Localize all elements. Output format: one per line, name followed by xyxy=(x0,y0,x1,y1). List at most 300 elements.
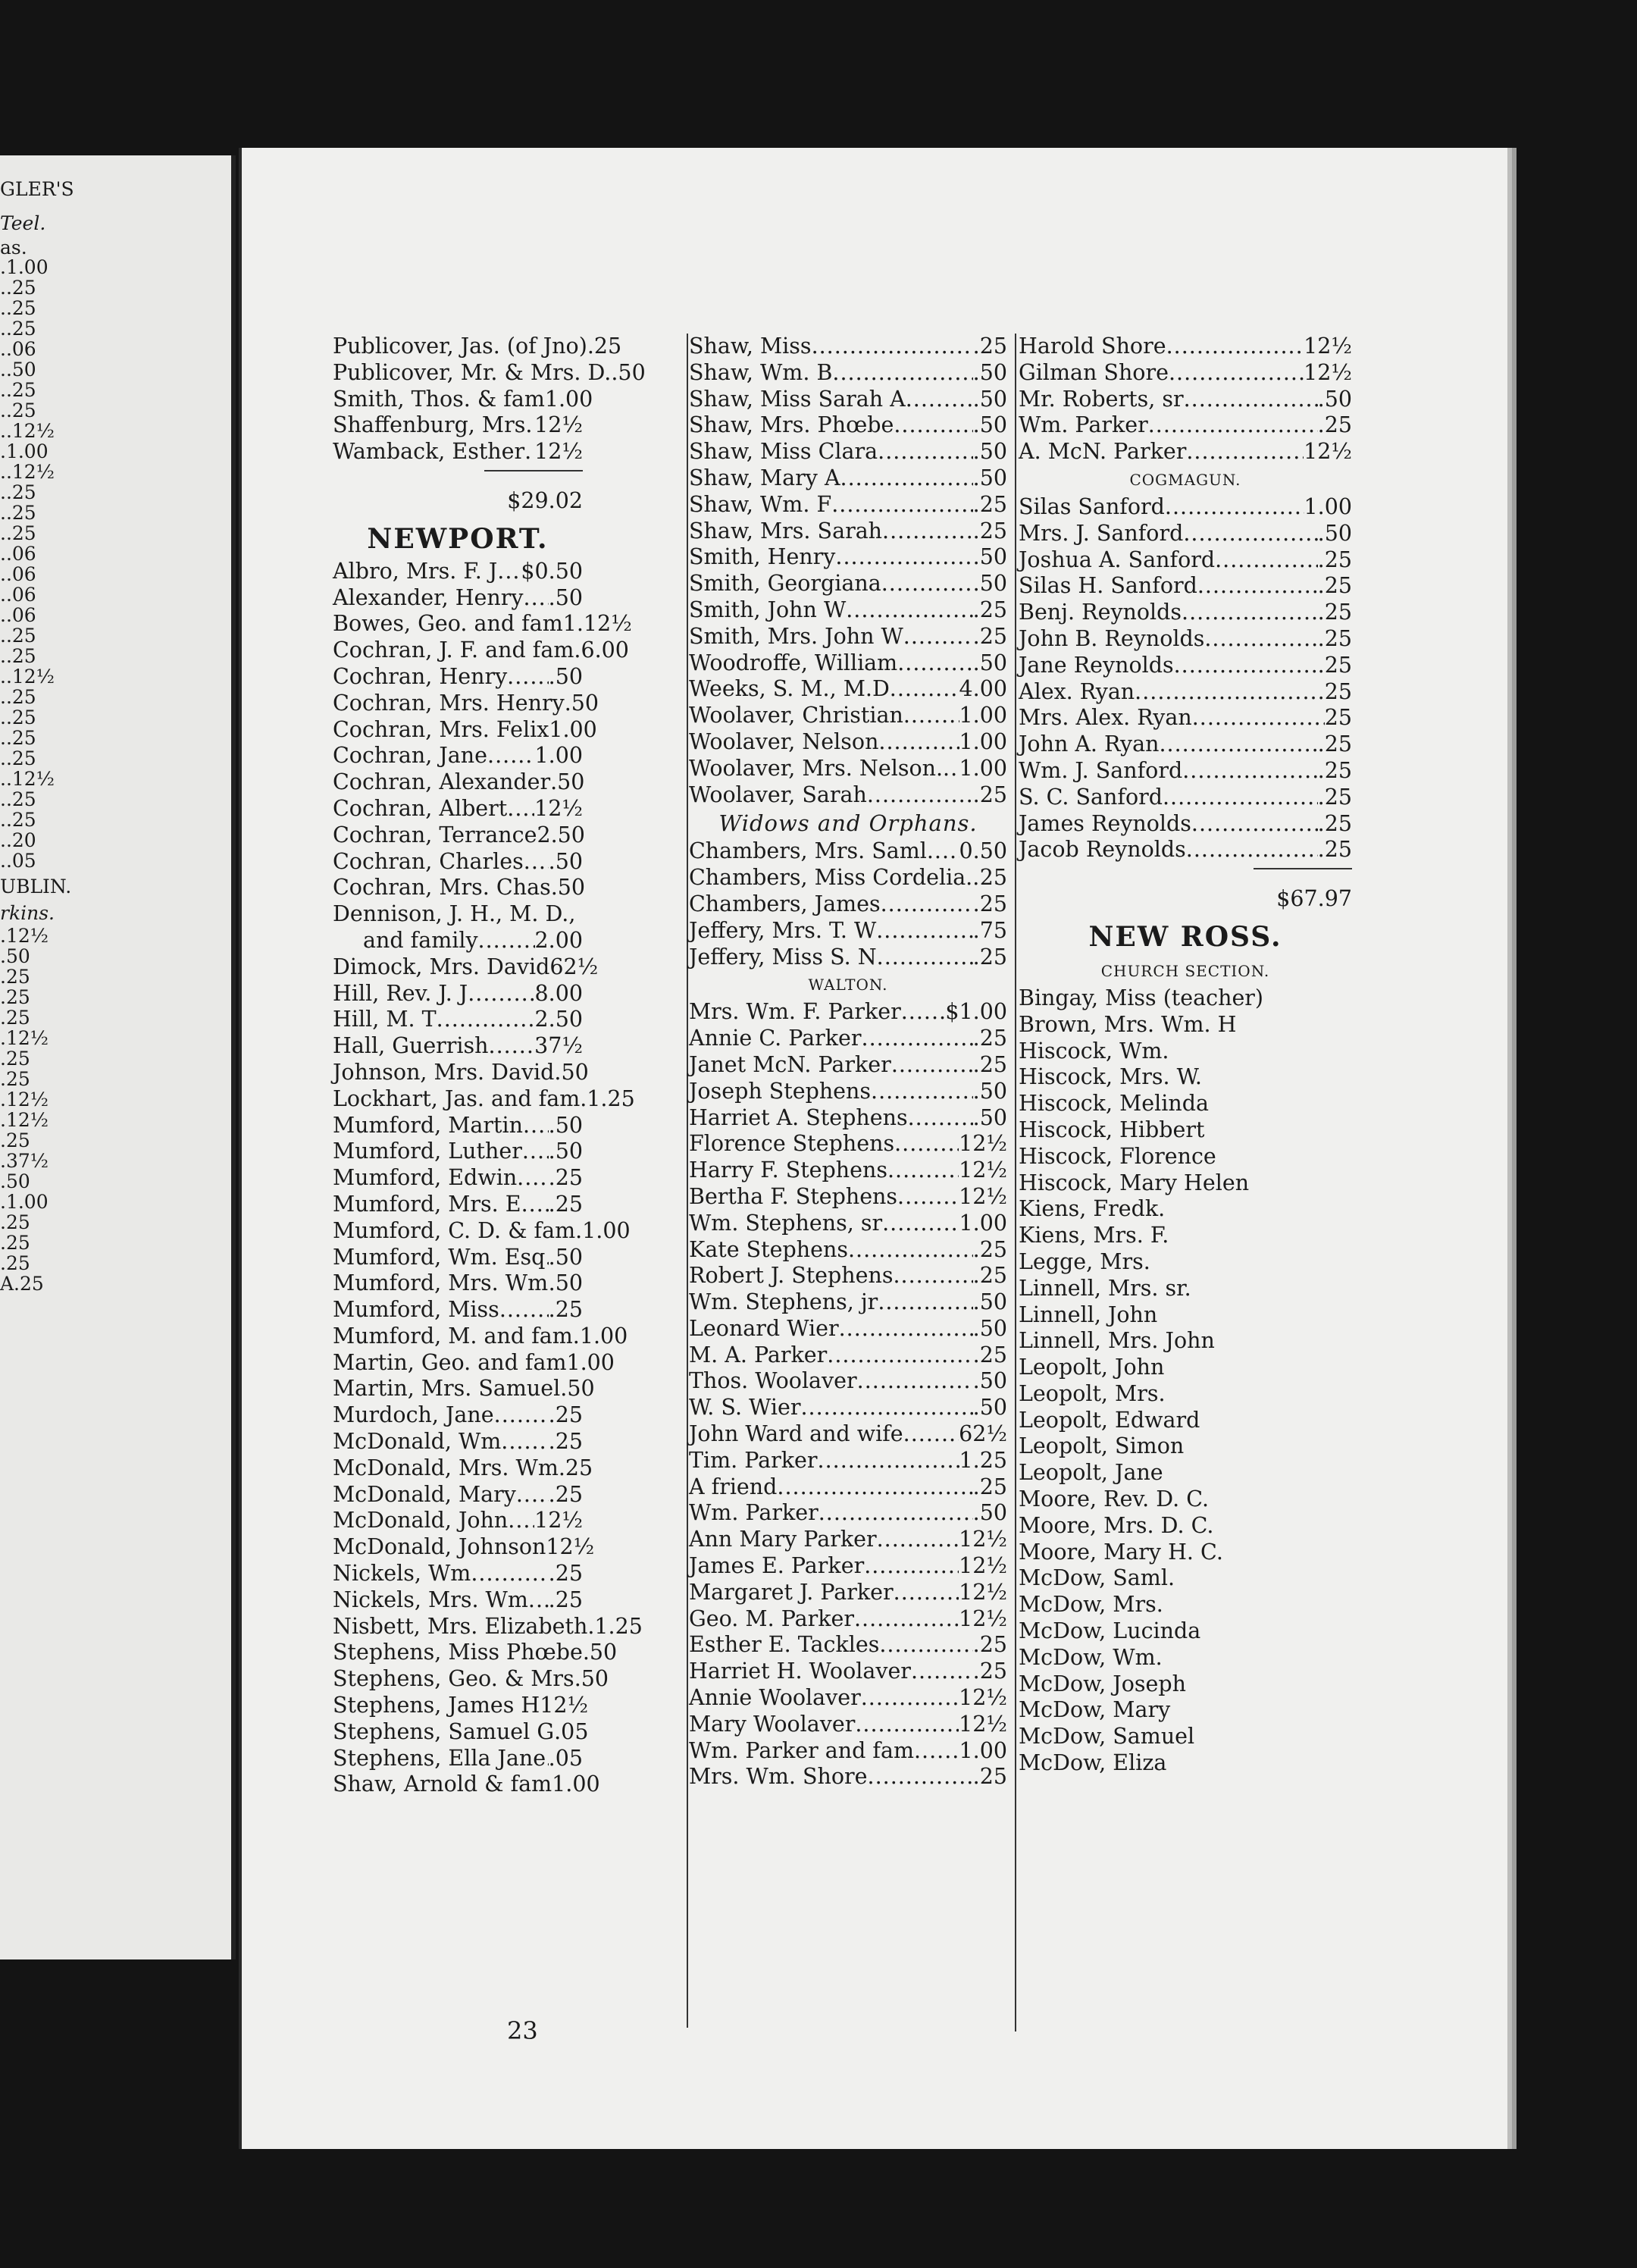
leader-dots xyxy=(861,1685,959,1712)
subscription-amount: 12½ xyxy=(534,795,583,821)
leader-dots xyxy=(1186,439,1304,465)
leader-dots xyxy=(835,544,972,571)
subscriber-name: Annie Woolaver xyxy=(689,1685,861,1711)
leader-dots xyxy=(437,1007,535,1033)
leader-dots xyxy=(878,439,973,465)
subscriber-name: Bingay, Miss (teacher) xyxy=(1019,985,1264,1010)
subscriber-name: Bertha F. Stephens xyxy=(689,1183,898,1209)
subscription-amount: 12½ xyxy=(959,1605,1007,1631)
subscriber-name: Mumford, Miss xyxy=(333,1297,499,1323)
subscriber-name: Chambers, Mrs. Saml xyxy=(689,838,927,864)
subscriber-row xyxy=(1019,1117,1352,1144)
subscriber-row xyxy=(689,782,1007,809)
subscriber-name: Jane Reynolds xyxy=(1019,652,1174,678)
subscription-amount: .50 xyxy=(972,1315,1007,1341)
leader-dots xyxy=(894,412,972,439)
left-fragment-item: ..06 xyxy=(0,543,36,565)
subscriber-name: M. A. Parker xyxy=(689,1342,828,1367)
subscription-amount: 62½ xyxy=(959,1421,1007,1447)
subscriber-name: McDonald, Mrs. Wm xyxy=(333,1455,559,1480)
subscriber-row xyxy=(333,664,583,691)
subscriber-name: Mumford, Martin xyxy=(333,1112,523,1138)
subscriber-row xyxy=(1019,705,1352,731)
left-fragment-item: .25 xyxy=(0,986,30,1008)
subscriber-name: Smith, Georgiana xyxy=(689,571,881,597)
left-fragment-item: UBLIN. xyxy=(0,876,72,897)
leader-dots xyxy=(871,1079,973,1105)
subscriber-row xyxy=(1019,653,1352,679)
leader-dots xyxy=(521,1192,549,1218)
subscriber-row xyxy=(689,492,1007,518)
subscriber-row xyxy=(1019,1091,1352,1117)
leader-dots xyxy=(882,518,973,545)
subscriber-row xyxy=(1019,758,1352,785)
subscriber-row xyxy=(333,1508,583,1534)
subscription-amount: 4.00 xyxy=(959,676,1007,702)
subscriber-name: Silas Sanford xyxy=(1019,493,1165,519)
leader-dots xyxy=(478,928,535,954)
leader-dots xyxy=(878,1289,972,1316)
leader-dots xyxy=(894,1580,959,1606)
subscriber-row xyxy=(689,1131,1007,1157)
subscriber-name: Alexander, Henry xyxy=(333,584,524,610)
subscriber-name: Kiens, Mrs. F. xyxy=(1019,1223,1169,1248)
subscriber-row xyxy=(1019,626,1352,653)
left-page-fragment xyxy=(0,155,236,1959)
subscriber-row xyxy=(333,875,586,901)
subscriber-row xyxy=(689,439,1007,465)
subscriber-name: Shaw, Mrs. Sarah xyxy=(689,518,883,544)
left-fragment-item: ..06 xyxy=(0,338,36,360)
leader-dots xyxy=(887,1157,959,1184)
leader-dots xyxy=(906,387,973,413)
subscriber-row xyxy=(689,518,1007,545)
left-fragment-item: ..25 xyxy=(0,297,36,319)
subscription-amount: .25 xyxy=(972,782,1007,807)
subscription-amount: .25 xyxy=(1317,547,1352,572)
subscriber-name: Joseph Stephens xyxy=(689,1078,872,1104)
subscription-amount: 1.00 xyxy=(549,716,597,742)
left-fragment-item: ..12½ xyxy=(0,420,55,442)
leader-dots xyxy=(524,439,534,465)
leader-dots xyxy=(524,585,549,612)
subscriber-name: Shaffenburg, Mrs xyxy=(333,412,526,438)
left-fragment-item: Teel. xyxy=(0,212,46,234)
subscriber-row xyxy=(333,1402,583,1429)
leader-dots xyxy=(831,492,972,518)
left-fragment-item: .25 xyxy=(0,1129,30,1151)
subscriber-row xyxy=(689,571,1007,597)
left-fragment-item: ..25 xyxy=(0,318,36,340)
subscriber-row xyxy=(1019,547,1352,574)
subscription-amount: 1.00 xyxy=(552,1771,600,1797)
subscription-amount: .25 xyxy=(972,491,1007,517)
subscriber-name: McDow, Lucinda xyxy=(1019,1618,1201,1644)
subscriber-row xyxy=(1019,1671,1352,1698)
leader-dots xyxy=(471,1561,548,1587)
subscriber-row xyxy=(333,769,583,796)
subscription-amount: .25 xyxy=(1317,784,1352,810)
subscriber-name: Cochran, J. F. and fam. xyxy=(333,637,581,663)
subscriber-name: Wm. Parker xyxy=(1019,412,1148,438)
subscriber-row xyxy=(1019,1540,1352,1566)
leader-dots xyxy=(927,838,959,865)
subscription-amount: .50 xyxy=(972,544,1007,570)
subscriber-row xyxy=(689,465,1007,492)
subscriber-name: Cochran, Charles xyxy=(333,848,524,874)
subscriber-row xyxy=(333,1139,583,1165)
subscriber-row xyxy=(689,1368,1007,1395)
leader-dots xyxy=(1182,758,1317,785)
subscriber-row xyxy=(1019,1249,1352,1276)
subscriber-row xyxy=(333,1640,618,1666)
subscription-amount: .50 xyxy=(1317,520,1352,546)
subscriber-row xyxy=(333,1666,609,1693)
subscriber-name: and family xyxy=(363,927,478,953)
subscriber-row xyxy=(333,1455,593,1482)
subscriber-name: Wm. Stephens, sr xyxy=(689,1210,883,1236)
leader-dots xyxy=(877,944,973,971)
subscription-amount: 12½ xyxy=(1304,334,1352,359)
subscriber-row xyxy=(689,1052,1007,1079)
subscriber-name: S. C. Sanford xyxy=(1019,784,1163,810)
left-fragment-item: .25 xyxy=(0,1232,30,1254)
leader-dots xyxy=(903,703,959,729)
subscriber-row xyxy=(689,1237,1007,1264)
column-2 xyxy=(689,334,1007,1790)
subscriber-name: McDow, Eliza xyxy=(1019,1750,1167,1776)
subscriber-row xyxy=(333,1718,589,1746)
subscription-amount: 12½ xyxy=(959,1579,1007,1605)
subscriber-row xyxy=(689,1316,1007,1342)
subscription-amount: .50 xyxy=(972,439,1007,465)
subscriber-name: Linnell, John xyxy=(1019,1302,1158,1327)
subscriber-row xyxy=(689,1474,1007,1501)
leader-dots xyxy=(524,849,549,876)
left-fragment-item: .12½ xyxy=(0,1109,49,1131)
subscription-amount: 1.00 xyxy=(959,1210,1007,1236)
subscriber-name: Leonard Wier xyxy=(689,1315,839,1341)
subscriber-name: Hiscock, Florence xyxy=(1019,1143,1216,1169)
subscription-amount: .25 xyxy=(972,597,1007,622)
column-divider-2 xyxy=(1015,334,1016,2031)
subscriber-row xyxy=(333,1587,583,1614)
subscriber-name: Leopolt, John xyxy=(1019,1355,1165,1380)
leader-dots xyxy=(1184,387,1318,413)
subscriber-row xyxy=(333,901,583,928)
column-3 xyxy=(1019,334,1352,1777)
leader-dots xyxy=(1163,785,1318,811)
leader-dots xyxy=(827,1342,972,1369)
subscriber-name: Kate Stephens xyxy=(689,1236,848,1262)
leader-dots xyxy=(1169,360,1304,387)
subscriber-row xyxy=(333,1323,628,1350)
left-fragment-item: ..06 xyxy=(0,563,36,585)
subscription-amount: .25 xyxy=(972,891,1007,916)
subscriber-row xyxy=(1019,1038,1352,1065)
subscriber-name: Mumford, Luther xyxy=(333,1139,522,1164)
subscriber-name: Martin, Geo. and fam xyxy=(333,1349,567,1375)
subsection-heading: Widows and Orphans. xyxy=(718,810,978,837)
subscriber-name: Dimock, Mrs. David xyxy=(333,954,550,979)
left-fragment-item: .25 xyxy=(0,1048,30,1070)
subscriber-row xyxy=(1019,521,1352,547)
subscriber-row xyxy=(333,1113,583,1139)
subscription-amount: .25 xyxy=(972,1026,1007,1051)
subscription-amount: 1.00 xyxy=(959,703,1007,728)
subscriber-name: Publicover, Mr. & Mrs. D. xyxy=(333,359,612,385)
subscriber-row xyxy=(689,387,1007,413)
leader-dots xyxy=(1159,731,1317,758)
subscriber-name: Leopolt, Edward xyxy=(1019,1407,1200,1433)
leader-dots xyxy=(832,360,972,387)
subscriber-row xyxy=(1019,1513,1352,1540)
subscriber-name: Moore, Mary H. C. xyxy=(1019,1539,1223,1565)
subscriber-name: Mary Woolaver xyxy=(689,1711,856,1737)
subscriber-name: McDow, Joseph xyxy=(1019,1671,1186,1696)
subscriber-row xyxy=(1019,1328,1352,1355)
subscription-amount: .50 xyxy=(972,650,1007,675)
subscriber-name: Janet McN. Parker xyxy=(689,1051,891,1077)
subscription-amount: 0.50 xyxy=(959,838,1007,864)
subsection-heading: WALTON. xyxy=(808,976,888,995)
subscriber-row xyxy=(333,1270,583,1297)
subscriber-name: Cochran, Albert xyxy=(333,795,508,821)
subscriber-row xyxy=(1019,1724,1352,1750)
subscription-amount: .25 xyxy=(1317,678,1352,704)
subscription-amount: .50 xyxy=(548,663,583,689)
subscription-amount: .25 xyxy=(587,334,622,359)
subscriber-name: McDow, Mary xyxy=(1019,1697,1171,1723)
subscriber-name: Leopolt, Jane xyxy=(1019,1460,1163,1486)
subscription-amount: .25 xyxy=(548,1481,583,1507)
subscription-amount: .50 xyxy=(972,359,1007,385)
subscriber-row xyxy=(689,676,1007,703)
subscriber-row xyxy=(1019,1645,1352,1671)
subscriber-name: Mrs. Wm. F. Parker xyxy=(689,999,901,1025)
subscriber-name: Harriet A. Stephens xyxy=(689,1104,908,1130)
leader-dots xyxy=(839,1316,973,1342)
subscriber-row xyxy=(333,1429,583,1455)
subscriber-name: John A. Ryan xyxy=(1019,731,1160,757)
left-fragment-item: ..12½ xyxy=(0,461,55,483)
subscription-amount: .50 xyxy=(548,848,583,874)
subscriber-name: McDow, Saml. xyxy=(1019,1565,1175,1591)
subscription-amount: .25 xyxy=(972,518,1007,544)
subscriber-name: Shaw, Miss Clara xyxy=(689,439,878,465)
subscriber-name: Murdoch, Jane xyxy=(333,1402,494,1428)
subscriber-row xyxy=(1019,387,1352,413)
subscription-amount: .50 xyxy=(548,1139,583,1164)
subscription-amount: .25 xyxy=(1317,600,1352,625)
subscriber-row xyxy=(1019,1223,1352,1249)
subscriber-name: Mumford, M. and fam. xyxy=(333,1323,580,1349)
subscription-amount: .50 xyxy=(972,571,1007,597)
subscription-amount: 1.00 xyxy=(582,1217,631,1243)
subscriber-name: Harold Shore xyxy=(1019,334,1166,359)
left-fragment-item: A.25 xyxy=(0,1273,44,1295)
subscriber-row xyxy=(1019,600,1352,626)
leader-dots xyxy=(508,1508,534,1534)
subscriber-name: Shaw, Wm. B xyxy=(689,359,833,385)
subscription-amount: .50 xyxy=(972,1368,1007,1394)
subscription-amount: .25 xyxy=(1317,573,1352,599)
subscription-amount: 1.12½ xyxy=(562,611,632,637)
subscriber-row xyxy=(689,918,1007,944)
subscriber-name: Dennison, J. H., M. D., xyxy=(333,901,576,927)
leader-dots xyxy=(1215,547,1318,574)
leader-dots xyxy=(818,1448,959,1474)
subscriber-row xyxy=(1019,1064,1352,1091)
subscriber-row xyxy=(333,1613,643,1640)
subscriber-row xyxy=(689,1527,1007,1553)
leader-dots xyxy=(523,1113,549,1139)
subscriber-name: Chambers, James xyxy=(689,891,881,916)
leader-dots xyxy=(855,1712,959,1738)
left-fragment-item: ..06 xyxy=(0,584,36,606)
leader-dots xyxy=(487,743,535,769)
subscriber-name: Shaw, Wm. F xyxy=(689,491,832,517)
subscriber-name: Cochran, Mrs. Henry xyxy=(333,690,565,716)
subscriber-row xyxy=(333,637,629,664)
subscriber-name: Mumford, Edwin xyxy=(333,1165,518,1191)
leader-dots xyxy=(489,1033,535,1060)
leader-dots xyxy=(1204,626,1317,653)
subscriber-name: Geo. M. Parker xyxy=(689,1605,854,1631)
subscription-amount: 12½ xyxy=(959,1553,1007,1579)
subscriber-name: Mumford, Wm. Esq xyxy=(333,1244,546,1270)
subscriber-row xyxy=(689,1632,1007,1659)
leader-dots xyxy=(877,1527,959,1553)
subscription-amount: 12½ xyxy=(959,1157,1007,1183)
leader-dots xyxy=(848,1237,973,1264)
subscriber-name: John B. Reynolds xyxy=(1019,625,1205,651)
subscriber-row xyxy=(1019,1276,1352,1302)
subscription-amount: 12½ xyxy=(959,1685,1007,1711)
left-fragment-item: .25 xyxy=(0,966,30,988)
subscriber-row xyxy=(1019,1750,1352,1777)
leader-dots xyxy=(800,1395,972,1421)
subscription-amount: .25 xyxy=(972,623,1007,649)
subscriber-row xyxy=(689,1448,1007,1474)
subscription-amount: 12½ xyxy=(546,1534,595,1560)
subscriber-name: Wamback, Esther xyxy=(333,439,525,465)
subscriber-name: McDow, Mrs. xyxy=(1019,1592,1163,1618)
leader-dots xyxy=(1165,494,1304,521)
left-fragment-item: as. xyxy=(0,237,27,258)
leader-dots xyxy=(812,334,973,360)
subscriber-row xyxy=(333,1007,583,1033)
subscription-amount: .25 xyxy=(972,1236,1007,1262)
leader-dots xyxy=(522,1139,549,1165)
leader-dots xyxy=(501,1429,548,1455)
subscriber-row xyxy=(689,1342,1007,1369)
subscription-amount: 12½ xyxy=(1304,359,1352,385)
subscriber-name: Cochran, Mrs. Felix xyxy=(333,716,549,742)
subscriber-name: Hill, Rev. J. J xyxy=(333,980,468,1006)
subscriber-row xyxy=(689,360,1007,387)
leader-dots xyxy=(468,981,534,1007)
left-fragment-item: .12½ xyxy=(0,1089,49,1111)
leader-dots xyxy=(882,1211,959,1237)
subscriber-name: W. S. Wier xyxy=(689,1395,801,1421)
subscriber-name: Benj. Reynolds xyxy=(1019,600,1182,625)
left-fragment-item: ..50 xyxy=(0,359,36,381)
subscription-amount: .50 xyxy=(548,1112,583,1138)
subscriber-name: Annie C. Parker xyxy=(689,1026,862,1051)
subscriber-row xyxy=(1019,785,1352,811)
subscription-amount: .50 xyxy=(560,1376,595,1402)
left-fragment-item: .25 xyxy=(0,1211,30,1233)
subscription-amount: 62½ xyxy=(549,954,599,979)
subscriber-row xyxy=(333,1771,600,1798)
subscription-amount: 1.25 xyxy=(959,1447,1007,1473)
subscriber-name: Gilman Shore xyxy=(1019,359,1169,385)
subscription-amount: 1.00 xyxy=(534,743,583,769)
subscriber-row xyxy=(333,1245,583,1271)
subscriber-name: McDonald, Johnson xyxy=(333,1534,546,1560)
subscriber-row xyxy=(333,981,583,1007)
subscriber-row xyxy=(689,891,1007,918)
leader-dots xyxy=(876,918,972,944)
subscriber-name: Hiscock, Hibbert xyxy=(1019,1117,1205,1142)
subscriber-name: Florence Stephens xyxy=(689,1131,895,1157)
subscriber-name: Smith, Henry xyxy=(689,544,836,570)
subscriber-row xyxy=(1019,439,1352,465)
subscription-amount: .25 xyxy=(548,1402,583,1428)
leader-dots xyxy=(1183,521,1317,547)
subscriber-row xyxy=(689,1553,1007,1580)
subscriber-name: Stephens, Geo. & Mrs xyxy=(333,1666,574,1692)
subscriber-row xyxy=(333,1217,631,1245)
subscription-amount: 25 xyxy=(1324,705,1352,731)
left-fragment-item: ..05 xyxy=(0,850,36,872)
subscriber-name: Legge, Mrs. xyxy=(1019,1248,1150,1274)
subscription-amount: 1.25 xyxy=(587,1085,635,1111)
subscriber-row xyxy=(1019,1355,1352,1381)
left-fragment-item: GLER'S xyxy=(0,178,74,200)
subscription-amount: .50 xyxy=(972,465,1007,490)
subscription-amount: 1.00 xyxy=(1304,493,1352,519)
subsection-heading: CHURCH SECTION. xyxy=(1100,961,1270,980)
leader-dots xyxy=(881,891,973,918)
subscription-amount: 12½ xyxy=(959,1131,1007,1157)
subscription-amount: 2.00 xyxy=(534,927,583,953)
subscriber-name: McDonald, Wm xyxy=(333,1429,502,1455)
subscription-amount: 1.00 xyxy=(544,386,593,412)
subscription-amount: .50 xyxy=(1317,386,1352,412)
subscriber-row xyxy=(333,1349,615,1377)
subscription-amount: .50 xyxy=(611,359,646,385)
subscription-amount: .75 xyxy=(972,917,1007,943)
subscriber-row xyxy=(689,650,1007,677)
leader-dots xyxy=(879,1632,972,1659)
subscriber-name: Jacob Reynolds xyxy=(1019,837,1186,863)
subscriber-row xyxy=(1019,360,1352,387)
subscriber-row xyxy=(1019,334,1352,360)
subscription-amount: .25 xyxy=(1317,757,1352,783)
subscription-amount: 1.00 xyxy=(959,755,1007,781)
subscriber-row xyxy=(1019,837,1352,863)
subscriber-row xyxy=(333,1534,595,1561)
leader-dots xyxy=(893,1263,972,1289)
leader-dots xyxy=(897,650,972,677)
leader-dots xyxy=(499,1297,549,1324)
subscriber-name: Hiscock, Mrs. W. xyxy=(1019,1064,1202,1090)
leader-dots xyxy=(903,1421,959,1448)
section-total xyxy=(333,488,583,515)
leader-dots xyxy=(818,1500,973,1527)
